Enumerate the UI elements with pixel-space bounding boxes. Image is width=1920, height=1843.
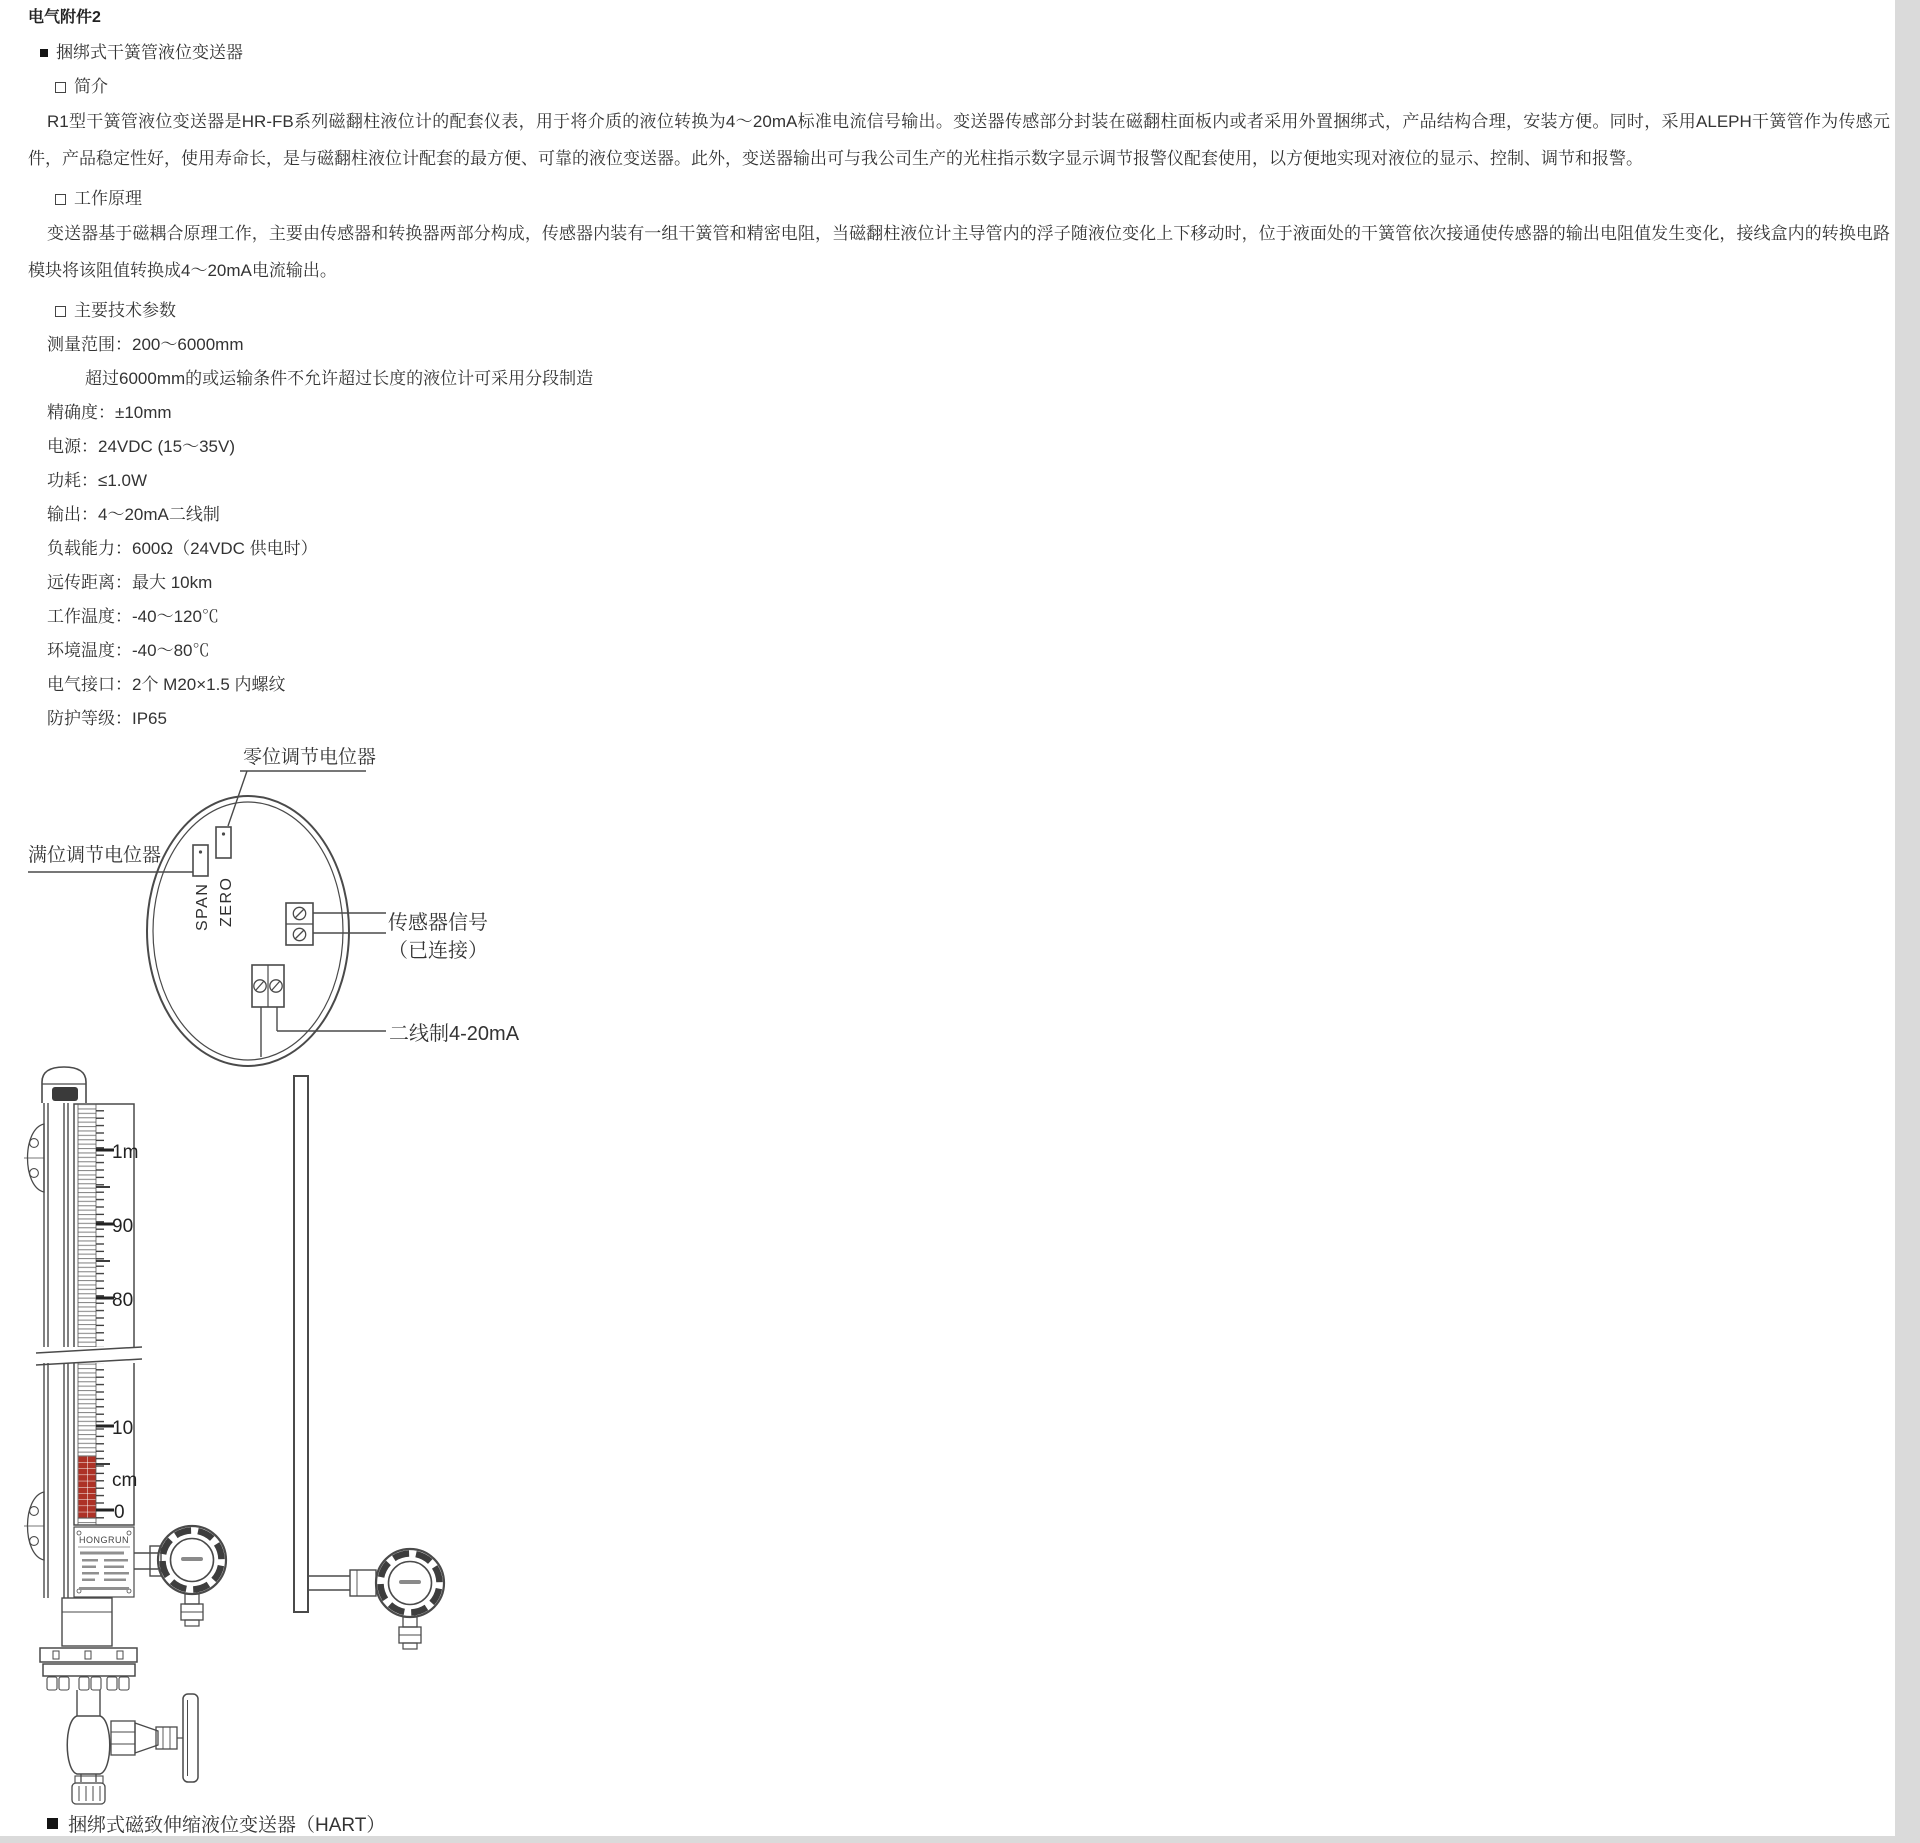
output-label: 二线制4-20mA [389, 1023, 520, 1045]
intro-paragraph: R1型干簧管液位变送器是HR-FB系列磁翻柱液位计的配套仪表，用于将介质的液位转换为4～20mA标准电流信号输出。变送器传感部分封装在磁翻柱面板内或者采用外置捆绑式，产品结构合理，安装方便。同时，采用ALEPH干簧管作为传感元件，产品稳定性好，使用寿命长，是与磁翻柱液位计配套的最方便、可靠的液位变送器。此外，变送器输出可与我公司生产的光柱指示数字显示调节报警仪配套使用，以方便地实现对液位的显示、控制、调节和报警。 [28, 112, 1890, 168]
open-square-bullet-icon [55, 82, 66, 93]
intro-heading: 简介 [74, 77, 108, 96]
page-right-edge [1895, 0, 1920, 1843]
param-protection-class: 防护等级：IP65 [47, 709, 167, 728]
valve-handwheel[interactable] [183, 1694, 198, 1782]
scale-label-80: 80 [112, 1290, 134, 1311]
probe-rod [294, 1076, 308, 1612]
param-accuracy: 精确度：±10mm [47, 403, 172, 422]
output-wires [261, 1007, 386, 1057]
zero-pot-text: ZERO [218, 876, 235, 927]
span-potentiometer[interactable] [193, 845, 208, 876]
cable-gland [181, 1594, 203, 1626]
gauge-nameplate [74, 1527, 134, 1597]
junction-box-inner-rim [153, 802, 343, 1060]
flip-column-red-indicator [78, 1456, 96, 1518]
transmitter-head-gauge [134, 1525, 227, 1626]
params-heading: 主要技术参数 [74, 301, 176, 320]
valve-bottom-cap [72, 1774, 105, 1804]
head-label-bar [399, 1580, 421, 1584]
open-square-bullet-icon [55, 194, 66, 205]
mounting-bracket-lower [24, 1492, 44, 1560]
level-gauge [24, 1067, 198, 1804]
output-terminal-block[interactable] [252, 965, 284, 1007]
page-title: 电气附件2 [28, 9, 101, 26]
open-square-bullet-icon [55, 306, 66, 317]
filled-square-bullet-icon [40, 49, 48, 57]
intro-heading-row [55, 77, 1890, 97]
cable-gland [399, 1617, 421, 1649]
param-range-note: 超过6000mm的或运输条件不允许超过长度的液位计可采用分段制造 [85, 369, 594, 388]
zero-potentiometer[interactable] [216, 827, 231, 858]
param-output: 输出：4～20mA二线制 [47, 505, 220, 524]
params-heading-row [55, 301, 1890, 321]
sensor-signal-label-line1: 传感器信号 [388, 912, 488, 934]
flange-nuts [47, 1677, 129, 1690]
sensor-terminal-block[interactable] [286, 903, 313, 945]
span-pot-text: SPAN [194, 882, 211, 931]
bottom-flange [40, 1648, 137, 1690]
minor-ticks [96, 1110, 104, 1520]
section-heading-row [40, 43, 1890, 63]
flip-column-white [78, 1104, 96, 1456]
principle-heading: 工作原理 [74, 189, 142, 208]
gauge-brand-text: HONGRUN [79, 1535, 129, 1545]
scale-label-10: 10 [112, 1418, 134, 1439]
scale-label-cm: cm [112, 1470, 138, 1491]
param-power-supply: 电源：24VDC (15～35V) [47, 437, 236, 456]
junction-box-diagram [28, 745, 520, 1066]
technical-diagram [0, 600, 700, 1843]
param-transmission-distance: 远传距离：最大 10km [47, 573, 213, 592]
section-heading: 捆绑式干簧管液位变送器 [56, 43, 243, 62]
param-working-temperature: 工作温度：-40～120℃ [47, 607, 219, 626]
param-ambient-temperature: 环境温度：-40～80℃ [47, 641, 210, 660]
sensor-signal-label-line2: （已连接） [388, 940, 488, 962]
scale-label-90: 90 [112, 1216, 134, 1237]
head-label-bar [181, 1557, 203, 1561]
principle-paragraph: 变送器基于磁耦合原理工作，主要由传感器和转换器两部分构成，传感器内装有一组干簧管和精密电阻，当磁翻柱液位计主导管内的浮子随液位变化上下移动时，位于液面处的干簧管依次接通使传感器的输出电阻值发生变化，接线盒内的转换电路模块将该阻值转换成4～20mA电流输出。 [28, 224, 1890, 280]
param-load-capacity: 负载能力：600Ω（24VDC 供电时） [47, 539, 318, 558]
gauge-scale-plate [74, 1104, 138, 1525]
span-pot-label: 满位调节电位器 [28, 845, 162, 866]
scale-label-0: 0 [114, 1502, 125, 1523]
scale-label-1m: 1m [112, 1142, 139, 1163]
zero-pot-leader-line [228, 771, 366, 826]
page-bottom-edge [0, 1836, 1895, 1843]
gauge-top-cap [42, 1067, 86, 1103]
drain-valve[interactable] [67, 1690, 198, 1804]
junction-box-outer-rim [147, 796, 349, 1066]
nameplate-fine-print [79, 1552, 129, 1591]
footer-heading-row [47, 1810, 385, 1837]
footer-heading: 捆绑式磁致伸缩液位变送器（HART） [68, 1815, 386, 1836]
param-electrical-interface: 电气接口：2个 M20×1.5 内螺纹 [47, 675, 286, 694]
valve-stem [111, 1721, 183, 1755]
principle-heading-row [55, 189, 1890, 209]
mounting-bracket-upper [24, 1124, 44, 1192]
pipe-break-symbol [36, 1347, 142, 1365]
gauge-neck [62, 1598, 112, 1646]
filled-square-bullet-icon [47, 1818, 58, 1829]
param-measuring-range: 测量范围：200～6000mm [47, 335, 244, 354]
zero-pot-label: 零位调节电位器 [243, 747, 377, 768]
transmitter-head-rod [308, 1548, 445, 1649]
param-power-consumption: 功耗：≤1.0W [47, 471, 148, 490]
